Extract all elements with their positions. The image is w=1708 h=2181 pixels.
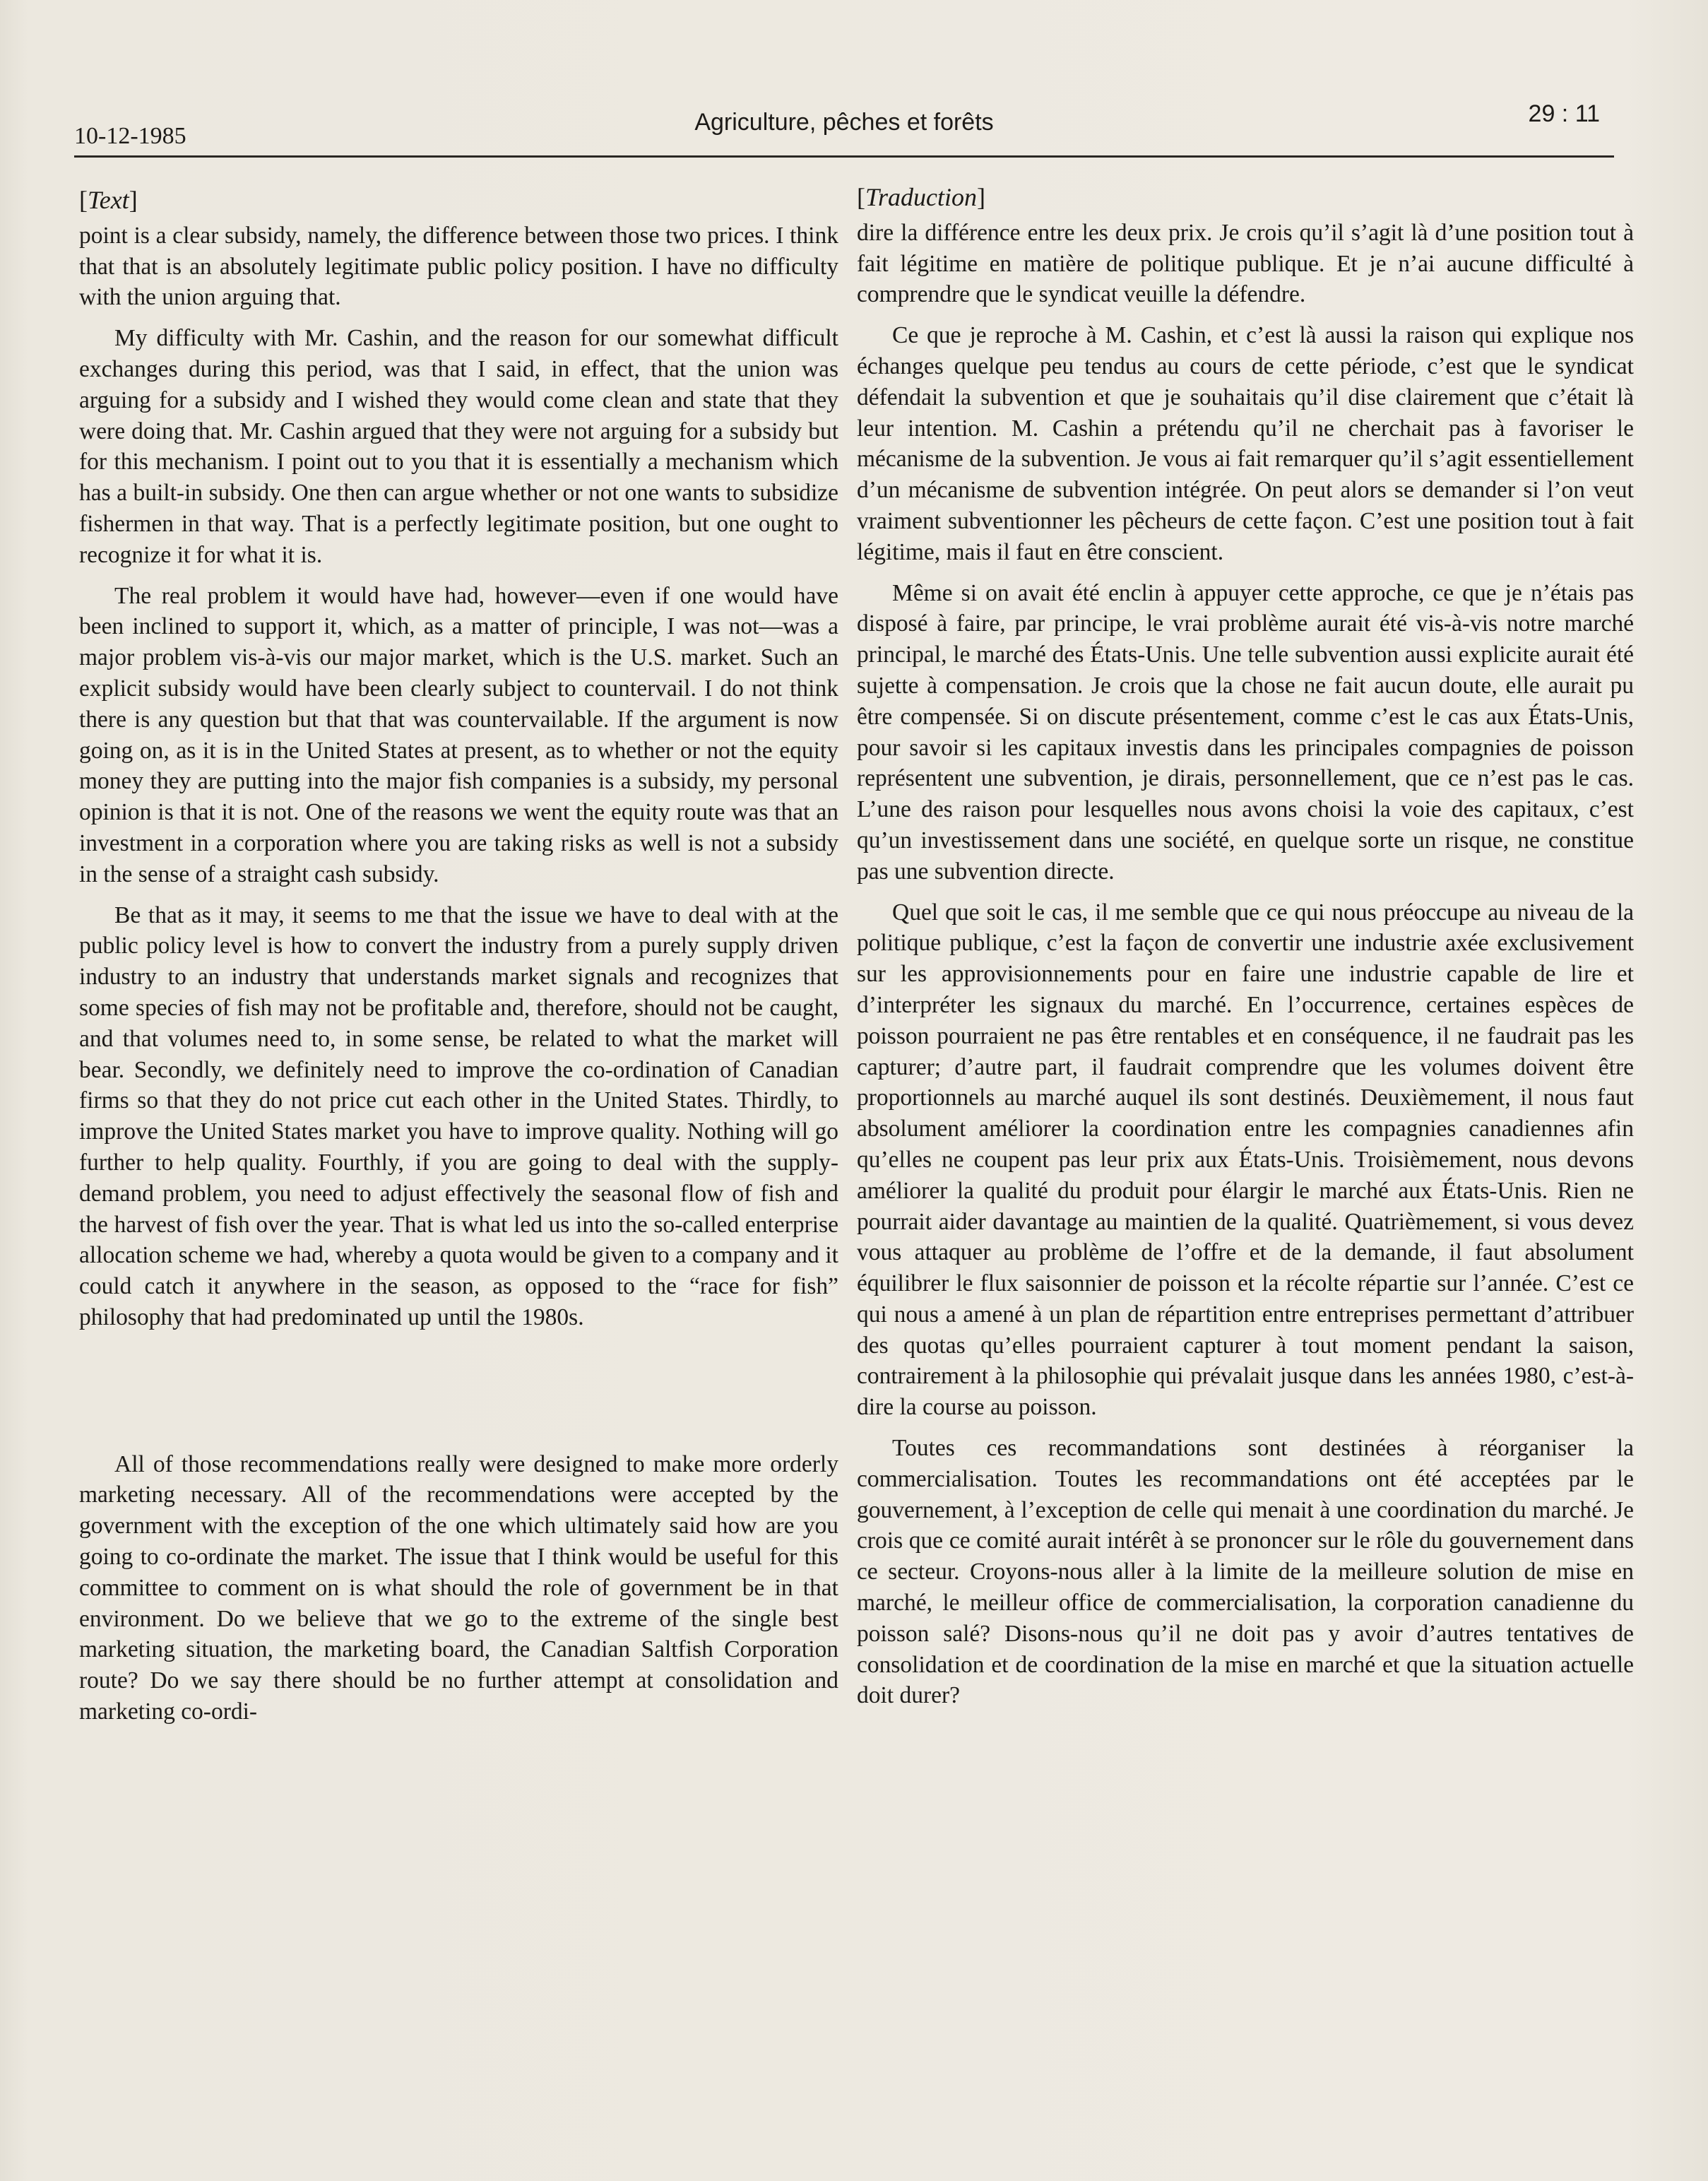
- paragraph: All of those recommendations really were designed to make more orderly marketing necessary. All of the recommendations were accepted by the government with the exception of the one which ultimately said how are you going to co-ordinate the market. The issue that I think would be useful for this committee to comment on is what should the role of government be in that environment. Do we believe that we go to the extreme of the single best marketing situation, the marketing board, the Canadian Saltfish Corporation route? Do we say there should be no further attempt at consolidation and marketing co-ordi-: [79, 1450, 838, 1725]
- paragraph: Toutes ces recommandations sont destinées à réorganiser la commercialisation. Toutes les recommandations ont été acceptées par le gouvernement, à l’exception de celle qui menait à une coordination du marché. Je crois que ce comité aurait intérêt à se prononcer sur le rôle du gouvernement dans ce secteur. Croyons-nous aller à la limite de la meilleure solution de mise en marché, le meilleur office de commercialisation, la corporation canadienne du poisson salé? Disons-nous qu’il ne doit pas y avoir d’autres tentatives de consolidation et de coordination de la mise en marché et que la situation actuelle doit durer?: [857, 1435, 1634, 1709]
- english-column: [79, 185, 838, 1737]
- header-date: 10-12-1985: [74, 123, 186, 149]
- paragraph: My difficulty with Mr. Cashin, and the reason for our somewhat difficult exchanges during this period, was that I said, in effect, that the union was arguing for a subsidy and I wished they would come clean and state that they were doing that. Mr. Cashin argued that they were not arguing for a subsidy but for this mechanism. I point out to you that it is essentially a mechanism which has a built-in subsidy. One then can argue whether or not one wants to subsidize fishermen in that way. That is a perfectly legitimate position, but one ought to recognize it for what it is.: [79, 325, 838, 568]
- paragraph: Même si on avait été enclin à appuyer cette approche, ce que je n’étais pas disposé à faire, par principe, le vrai problème aurait été vis-à-vis notre marché principal, le marché des États-Unis. Une telle subvention aussi explicite aurait été sujette à compensation. Je crois que la chose ne fait aucun doute, elle aurait pu être compensée. Si on discute présentement, comme c’est le cas aux États-Unis, pour savoir si les capitaux investis dans les principales compagnies de poisson représentent une subvention, je dirais, personnellement, que ce n’est pas le cas. L’une des raison pour lesquelles nous avons choisi la voie des capitaux, c’est qu’un investissement dans une société, en quelque sorte un risque, ne constitue pas une subvention directe.: [857, 579, 1634, 885]
- column-tag-text: [Text]: [79, 186, 138, 214]
- paragraph: Ce que je reproche à M. Cashin, et c’est là aussi la raison qui explique nos échanges quelque peu tendus au cours de cette période, c’est que le syndicat défendait la subvention et que je souhaitais qu’il dise clairement que c’était là leur intention. M. Cashin a prétendu qu’il ne cherchait pas à favoriser le mécanisme de la subvention. Je vous ai fait remarquer qu’il s’agit essentiellement d’un mécanisme de subvention intégrée. On peut alors se demander si l’on veut vraiment subventionner les pêcheurs de cette façon. C’est une position tout à fait légitime, mais il faut en être conscient.: [857, 322, 1634, 565]
- header-page-number: 29 : 11: [1528, 100, 1600, 127]
- french-column: [857, 182, 1634, 1721]
- column-gap: [79, 1343, 838, 1449]
- paragraph: point is a clear subsidy, namely, the difference between those two prices. I think that that is an absolutely legitimate public policy position. I have no difficulty with the union arguing that.: [79, 222, 838, 311]
- column-tag-traduction: [Traduction]: [857, 183, 986, 211]
- header-title: Agriculture, pêches et forêts: [694, 109, 994, 136]
- paragraph: dire la différence entre les deux prix. Je crois qu’il s’agit là d’une position tout à fait légitime en matière de politique publique. Et je n’ai aucune difficulté à comprendre que le syndicat veuille la défendre.: [857, 219, 1634, 308]
- paragraph: Quel que soit le cas, il me semble que ce qui nous préoccupe au niveau de la politique publique, c’est la façon de convertir une industrie axée exclusivement sur les approvisionnements pour en faire une industrie capable de lire et d’interpréter les signaux du marché. En l’occurrence, certaines espèces de poisson pourraient ne pas être rentables et en conséquence, il ne faudrait pas les capturer; d’autre part, il faudrait comprendre que les volumes doivent être proportionnels au marché auquel ils sont destinés. Deuxièmement, il nous faut absolument améliorer la coordination entre les compagnies canadiennes afin qu’elles ne coupent pas leur prix aux États-Unis. Troisièmement, nous devons améliorer la qualité du produit pour élargir le marché aux États-Unis. Rien ne pourrait aider davantage au maintien de la qualité. Quatrièmement, si vous devez vous attaquer au problème de l’offre et de la demande, il faut absolument équilibrer le flux saisonnier de poisson et la récolte répartie sur l’année. C’est ce qui nous a amené à un plan de répartition entre entreprises permettant d’attribuer des quotas qu’elles pourraient capturer à tout moment pendant la saison, contrairement à la philosophie qui prévalait jusque dans les années 1980, c’est-à-dire la course au poisson.: [857, 899, 1634, 1421]
- page-header: [74, 99, 1614, 158]
- paragraph: The real problem it would have had, however—even if one would have been inclined to support it, which, as a matter of principle, I was not—was a major problem vis-à-vis our major market, which is the U.S. market. Such an explicit subsidy would have been clearly subject to countervail. I do not think there is any question but that that was countervailable. If the argument is now going on, as it is in the United States at present, as to whether or not the equity money they are putting into the major fish companies is a subsidy, my personal opinion is that it is not. One of the reasons we went the equity route was that an investment in a corporation where you are taking risks as well is not a subsidy in the sense of a straight cash subsidy.: [79, 582, 838, 887]
- paragraph: Be that as it may, it seems to me that the issue we have to deal with at the public policy level is how to convert the industry from a purely supply driven industry to an industry that understands market signals and recognizes that some species of fish may not be profitable and, therefore, should not be caught, and that volumes need to, in some sense, be related to what the market will bear. Secondly, we definitely need to improve the co-ordination of Canadian firms so that they do not price cut each other in the United States. Thirdly, to improve the United States market you have to improve quality. Nothing will go further to help quality. Fourthly, if you are going to deal with the supply-demand problem, you need to adjust effectively the seasonal flow of fish and the harvest of fish over the year. That is what led us into the so-called enterprise allocation scheme we had, whereby a quota would be given to a company and it could catch it anywhere in the season, as opposed to the “race for fish” philosophy that had predominated up until the 1980s.: [79, 902, 838, 1330]
